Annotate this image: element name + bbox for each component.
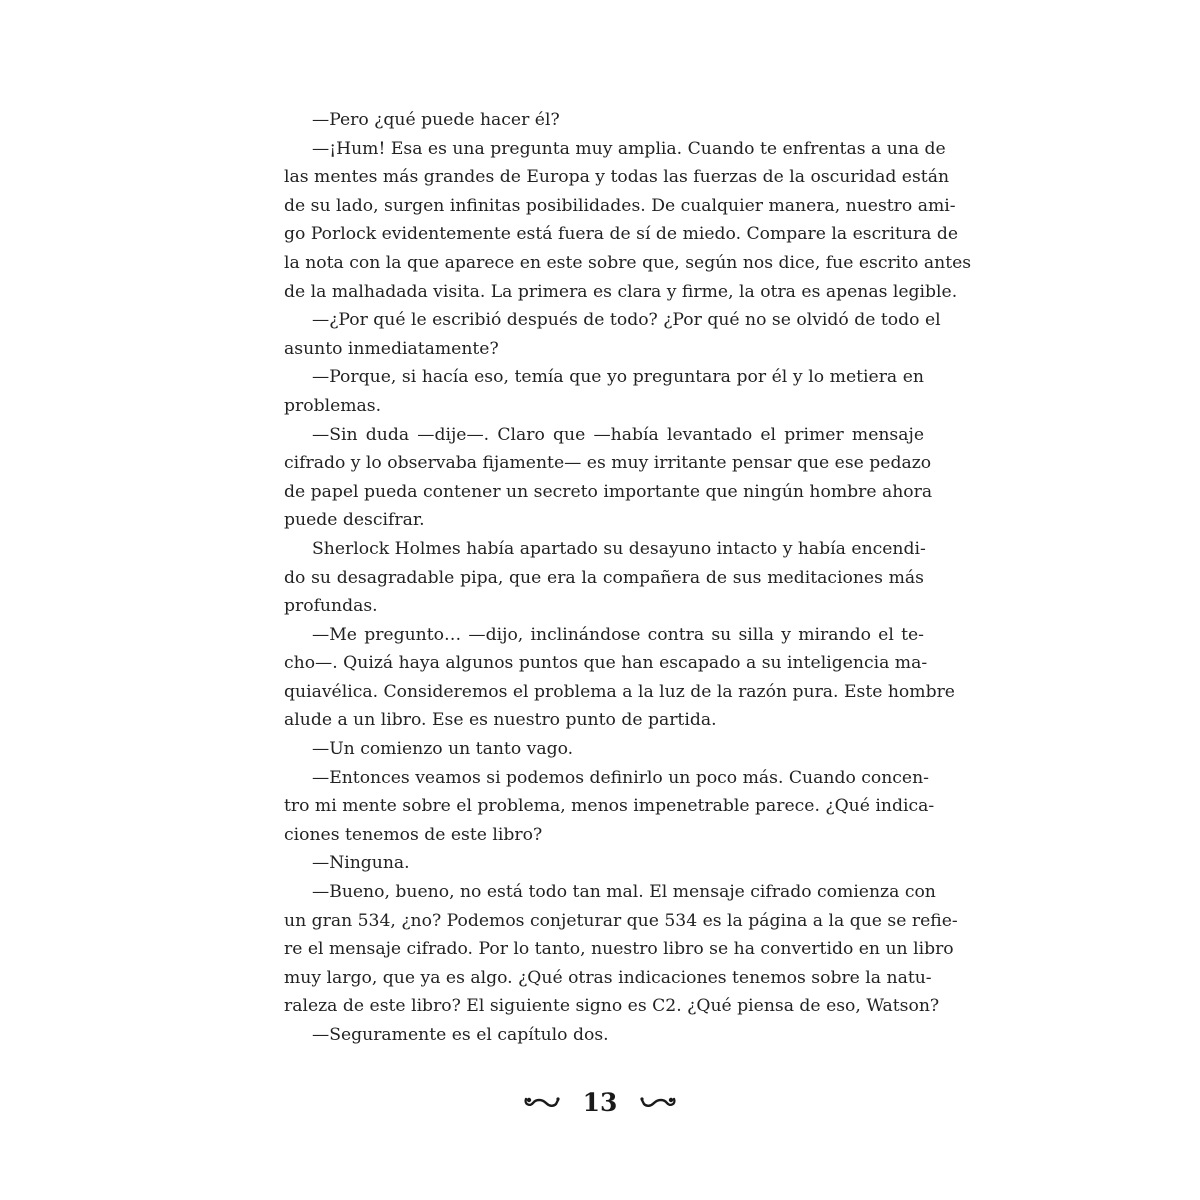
text-line: de la malhadada visita. La primera es clara y firme, la otra es apenas legible. xyxy=(284,281,958,302)
text-line: puede descifrar. xyxy=(284,510,425,531)
text-line: re el mensaje cifrado. Por lo tanto, nuestro libro se ha convertido en un libro xyxy=(284,939,954,960)
text-line: un gran 534, ¿no? Podemos conjeturar que 534 es la página a la que se refie- xyxy=(284,910,958,931)
text-line: —Seguramente es el capítulo dos. xyxy=(312,1025,609,1045)
text-line: tro mi mente sobre el problema, menos impenetrable parece. ¿Qué indica- xyxy=(284,796,935,817)
text-line: do su desagradable pipa, que era la compañera de sus meditaciones más xyxy=(284,567,924,588)
text-line: ciones tenemos de este libro? xyxy=(284,824,543,845)
text-line: cho—. Quizá haya algunos puntos que han escapado a su inteligencia ma- xyxy=(284,653,928,674)
text-line: —Me pregunto… —dijo, inclinándose contra su silla y mirando el te- xyxy=(312,624,924,645)
flourish-right-icon xyxy=(638,1091,678,1113)
text-line: —Sin duda —dije—. Claro que —había levantado el primer mensaje xyxy=(312,424,924,445)
text-line: —Un comienzo un tanto vago. xyxy=(312,739,574,760)
text-line: la nota con la que aparece en este sobre que, según nos dice, fue escrito antes xyxy=(284,252,972,273)
page-footer xyxy=(0,1082,1200,1122)
flourish-left-icon xyxy=(522,1091,562,1113)
page-number: 13 xyxy=(582,1087,618,1117)
text-line: —¡Hum! Esa es una pregunta muy amplia. Cuando te enfrentas a una de xyxy=(312,138,946,159)
text-line: —Porque, si hacía eso, temía que yo preguntara por él y lo metiera en xyxy=(312,367,924,388)
text-line: —Bueno, bueno, no está todo tan mal. El mensaje cifrado comienza con xyxy=(312,882,936,903)
text-line: muy largo, que ya es algo. ¿Qué otras indicaciones tenemos sobre la natu- xyxy=(284,967,932,988)
text-line: de papel pueda contener un secreto importante que ningún hombre ahora xyxy=(284,481,933,502)
text-line: go Porlock evidentemente está fuera de sí de miedo. Compare la escritura de xyxy=(284,224,959,245)
body-text xyxy=(284,106,972,1050)
text-line: problemas. xyxy=(284,395,382,416)
text-line: —Pero ¿qué puede hacer él? xyxy=(312,110,560,130)
text-line: raleza de este libro? El siguiente signo es C2. ¿Qué piensa de eso, Watson? xyxy=(284,996,940,1017)
text-line: cifrado y lo observaba fijamente— es muy irritante pensar que ese pedazo xyxy=(284,453,932,474)
text-line: —¿Por qué le escribió después de todo? ¿Por qué no se olvidó de todo el xyxy=(312,310,941,331)
text-line: las mentes más grandes de Europa y todas las fuerzas de la oscuridad están xyxy=(284,167,950,188)
text-line: quiavélica. Consideremos el problema a la luz de la razón pura. Este hombre xyxy=(284,681,955,702)
text-line: —Ninguna. xyxy=(312,853,410,874)
text-line: Sherlock Holmes había apartado su desayuno intacto y había encendi- xyxy=(312,538,926,559)
text-line: alude a un libro. Ese es nuestro punto de partida. xyxy=(284,710,717,731)
text-line: profundas. xyxy=(284,596,378,617)
text-line: asunto inmediatamente? xyxy=(284,338,499,359)
text-line: de su lado, surgen infinitas posibilidades. De cualquier manera, nuestro ami- xyxy=(284,195,956,216)
text-line: —Entonces veamos si podemos definirlo un poco más. Cuando concen- xyxy=(312,767,929,788)
